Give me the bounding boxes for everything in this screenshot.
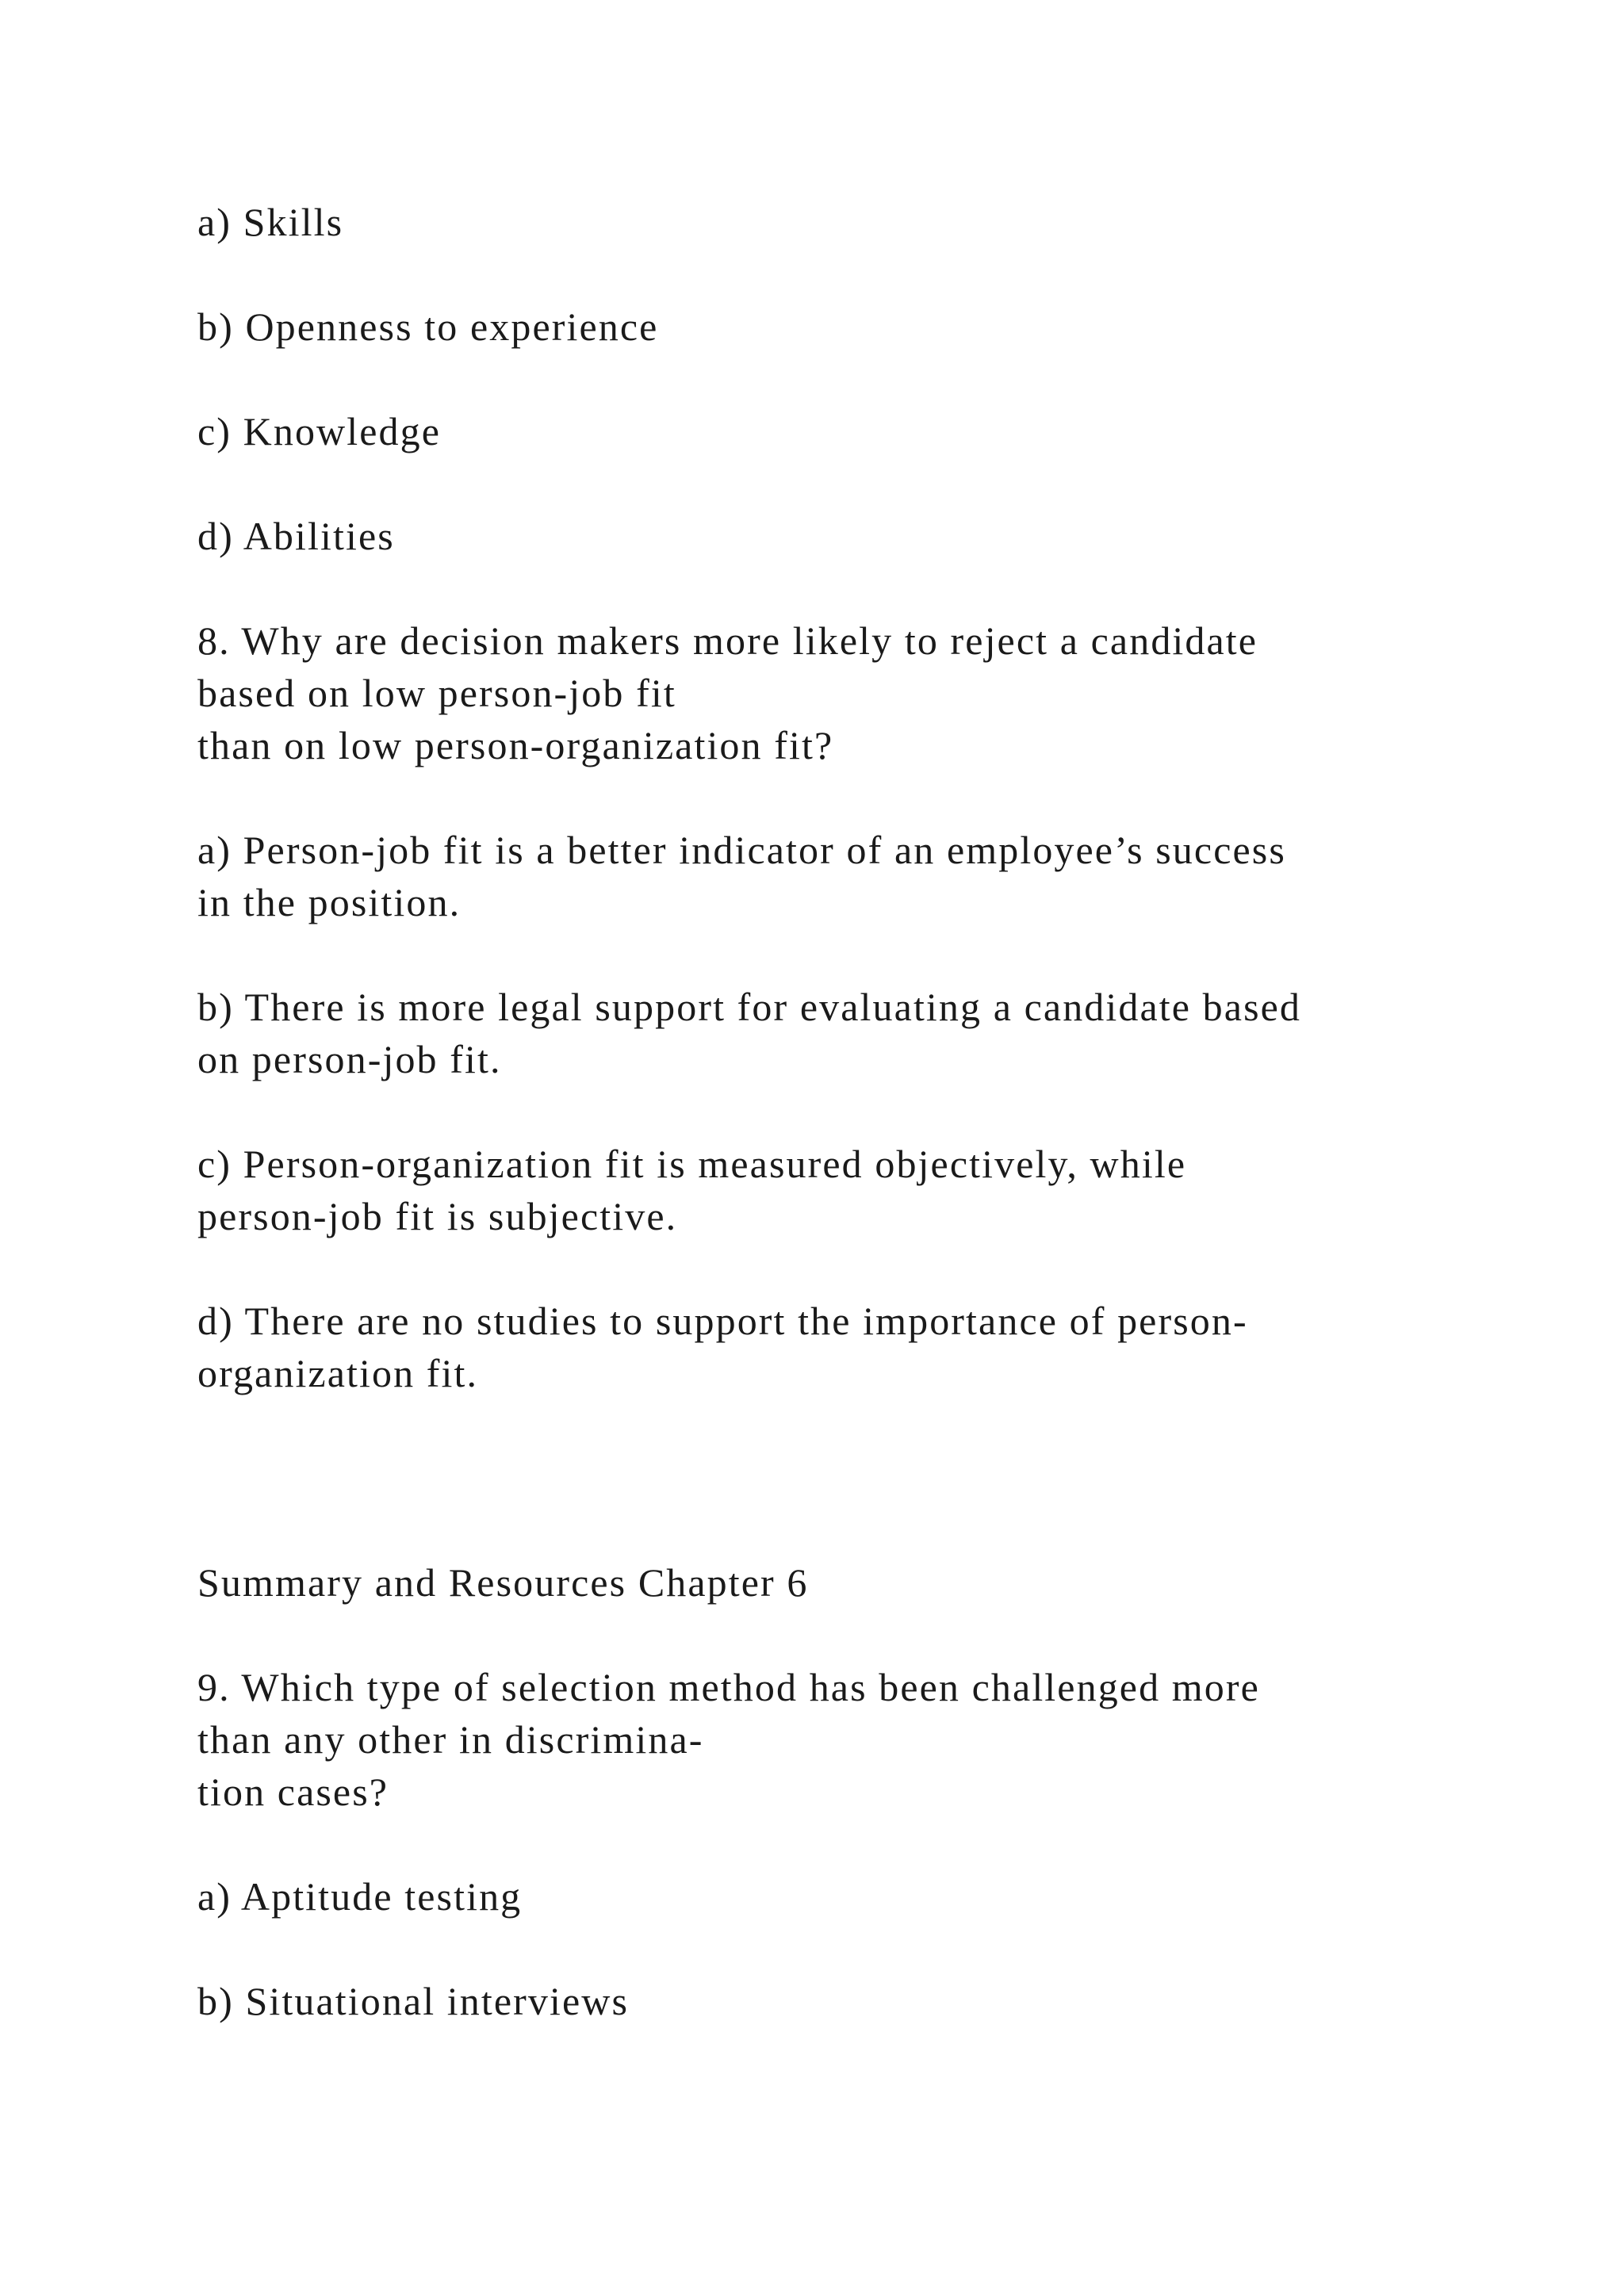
q8-option-a	[197, 824, 1498, 928]
question-line: than any other in discrimina-	[197, 1717, 704, 1762]
section-heading	[197, 1556, 1498, 1609]
option-text: person-job fit is subjective.	[197, 1194, 678, 1238]
q8-option-b	[197, 981, 1498, 1085]
question-line: than on low person-organization fit?	[197, 723, 834, 767]
question-line: based on low person-job fit	[197, 671, 676, 715]
q9-option-a	[197, 1870, 1498, 1923]
q8-option-c	[197, 1138, 1498, 1242]
option-text: b) There is more legal support for evaluating a candidate based	[197, 985, 1302, 1029]
q9-option-b	[197, 1975, 1498, 2027]
option-text: a) Person-job fit is a better indicator of an employee’s success	[197, 828, 1286, 872]
question-line: 9. Which type of selection method has been challenged more	[197, 1665, 1260, 1709]
option-text: c) Knowledge	[197, 409, 442, 453]
section-heading-text: Summary and Resources Chapter 6	[197, 1560, 809, 1605]
option-text: on person-job fit.	[197, 1037, 502, 1081]
option-text: organization fit.	[197, 1351, 479, 1395]
q8-question	[197, 614, 1498, 771]
question-line: tion cases?	[197, 1770, 389, 1814]
question-line: 8. Why are decision makers more likely to reject a candidate	[197, 618, 1258, 663]
option-text: d) There are no studies to support the importance of person-	[197, 1299, 1248, 1343]
option-text: a) Aptitude testing	[197, 1874, 523, 1919]
q7-option-d	[197, 510, 1498, 562]
option-text: b) Openness to experience	[197, 304, 659, 349]
q7-option-c	[197, 405, 1498, 457]
option-text: a) Skills	[197, 200, 344, 244]
q9-question	[197, 1661, 1498, 1818]
option-text: b) Situational interviews	[197, 1979, 630, 2023]
option-text: d) Abilities	[197, 514, 395, 558]
q7-option-a	[197, 196, 1498, 248]
option-text: in the position.	[197, 880, 462, 924]
q8-option-d	[197, 1295, 1498, 1399]
q7-option-b	[197, 300, 1498, 353]
option-text: c) Person-organization fit is measured objectively, while	[197, 1142, 1187, 1186]
